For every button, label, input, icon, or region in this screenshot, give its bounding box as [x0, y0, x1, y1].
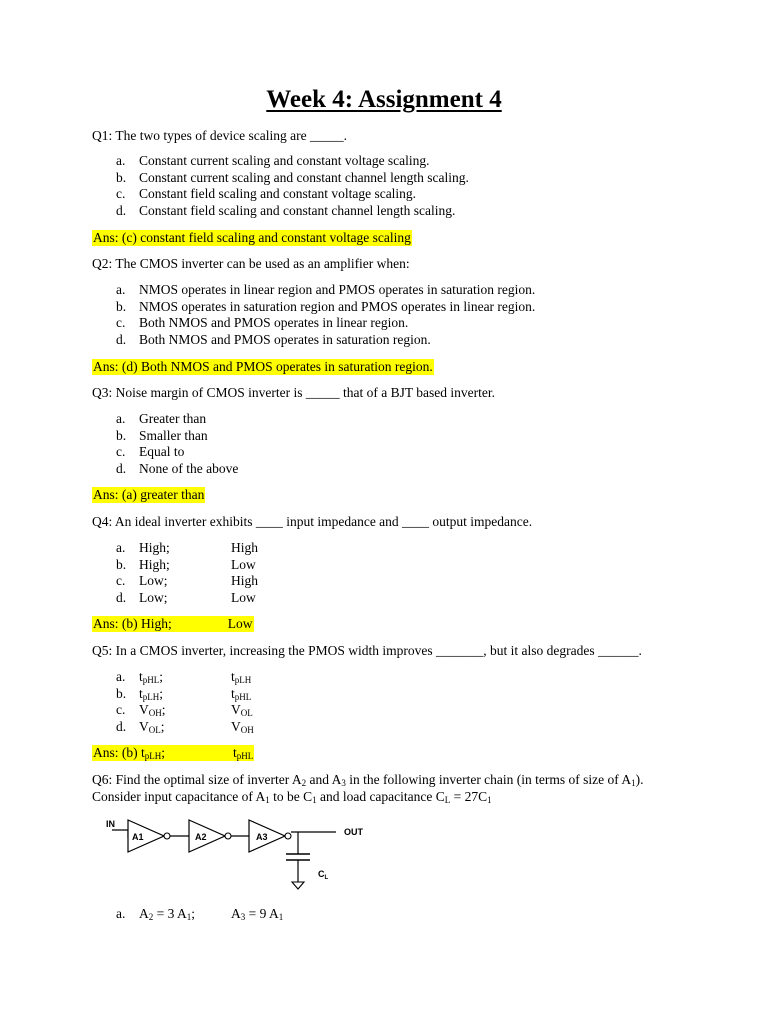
- option: b. Smaller than: [116, 427, 208, 443]
- inverter-a3: [249, 820, 291, 852]
- option: b. $t_{pLH}$; $t_{pHL}$: [116, 685, 252, 702]
- option: a. Greater than: [116, 411, 207, 426]
- inverter-a2: [189, 820, 231, 852]
- question-5-answer: Ans: (b) $t_{pLH}$; $t_{pHL}$: [93, 745, 254, 761]
- question-4-options: [116, 540, 258, 607]
- question-5-options: [116, 669, 254, 736]
- question-2-options: [116, 282, 535, 349]
- input-label: IN: [106, 819, 115, 829]
- question-1-answer: Ans: (c) constant field scaling and constant voltage scaling: [93, 230, 411, 245]
- page-title: Week 4: Assignment 4: [266, 86, 502, 113]
- option: a. $A_2 = 3$ $A_1$; $A_3 = 9$ $A_1$: [116, 906, 284, 922]
- question-3-answer: Ans: (a) greater than: [93, 487, 205, 502]
- option: d. None of the above: [116, 461, 239, 477]
- option: d. Constant field scaling and constant channel length scaling.: [116, 203, 456, 219]
- option: c. Constant field scaling and constant voltage scaling.: [116, 186, 417, 202]
- question-2-answer: Ans: (d) Both NMOS and PMOS operates in saturation region.: [93, 359, 433, 374]
- option: b. High; Low: [116, 556, 256, 572]
- load-capacitor: [286, 832, 329, 889]
- option: c. Low; High: [116, 573, 258, 589]
- question-3-text: Q3: Noise margin of CMOS inverter is _____ that of a BJT based inverter.: [92, 385, 495, 400]
- option: b. NMOS operates in saturation region and PMOS operates in linear region.: [116, 298, 536, 314]
- inverter-chain-diagram: [100, 812, 390, 902]
- question-4-text: Q4: An ideal inverter exhibits ____ input impedance and ____ output impedance.: [92, 514, 533, 529]
- option: a. Constant current scaling and constant voltage scaling.: [116, 153, 430, 168]
- option: b. Constant current scaling and constant channel length scaling.: [116, 169, 469, 185]
- question-1-options: [116, 153, 469, 220]
- question-6-options: [116, 906, 283, 923]
- ground-symbol: [292, 882, 304, 889]
- option: d. Low; Low: [116, 590, 256, 606]
- question-2-text: Q2: The CMOS inverter can be used as an amplifier when:: [92, 256, 410, 271]
- svg-text:A2: A2: [195, 832, 207, 842]
- question-6-text: Q6: Find the optimal size of inverter $A_2$ and $A_3$ in the following inverter chain (in terms of size of $A_1$). Consider input capacitance of $A_1$ to be $C_1$ and load capacitance $C_L = 27C_1$: [92, 772, 644, 805]
- option: a. High; High: [116, 540, 258, 555]
- question-3-options: [116, 411, 238, 478]
- option: d. $V_{OL}$; $V_{OH}$: [116, 719, 254, 736]
- option: d. Both NMOS and PMOS operates in saturation region.: [116, 332, 431, 348]
- question-4-answer: Ans: (b) High; Low: [93, 616, 253, 631]
- option: a. $t_{pHL}$; $t_{pLH}$: [116, 669, 252, 685]
- option: c. Both NMOS and PMOS operates in linear region.: [116, 315, 409, 331]
- question-1-text: Q1: The two types of device scaling are _____.: [92, 128, 348, 143]
- output-label: OUT: [344, 827, 363, 837]
- option: c. Equal to: [116, 444, 185, 460]
- capacitor-label: $C_L$: [318, 869, 329, 881]
- svg-text:A3: A3: [256, 832, 268, 842]
- inverter-a1: [128, 820, 170, 852]
- option: a. NMOS operates in linear region and PMOS operates in saturation region.: [116, 282, 536, 297]
- question-5-text: Q5: In a CMOS inverter, increasing the PMOS width improves _______, but it also degrades ______.: [92, 643, 642, 658]
- svg-text:A1: A1: [132, 832, 144, 842]
- option: c. $V_{OH}$; $V_{OL}$: [116, 702, 253, 719]
